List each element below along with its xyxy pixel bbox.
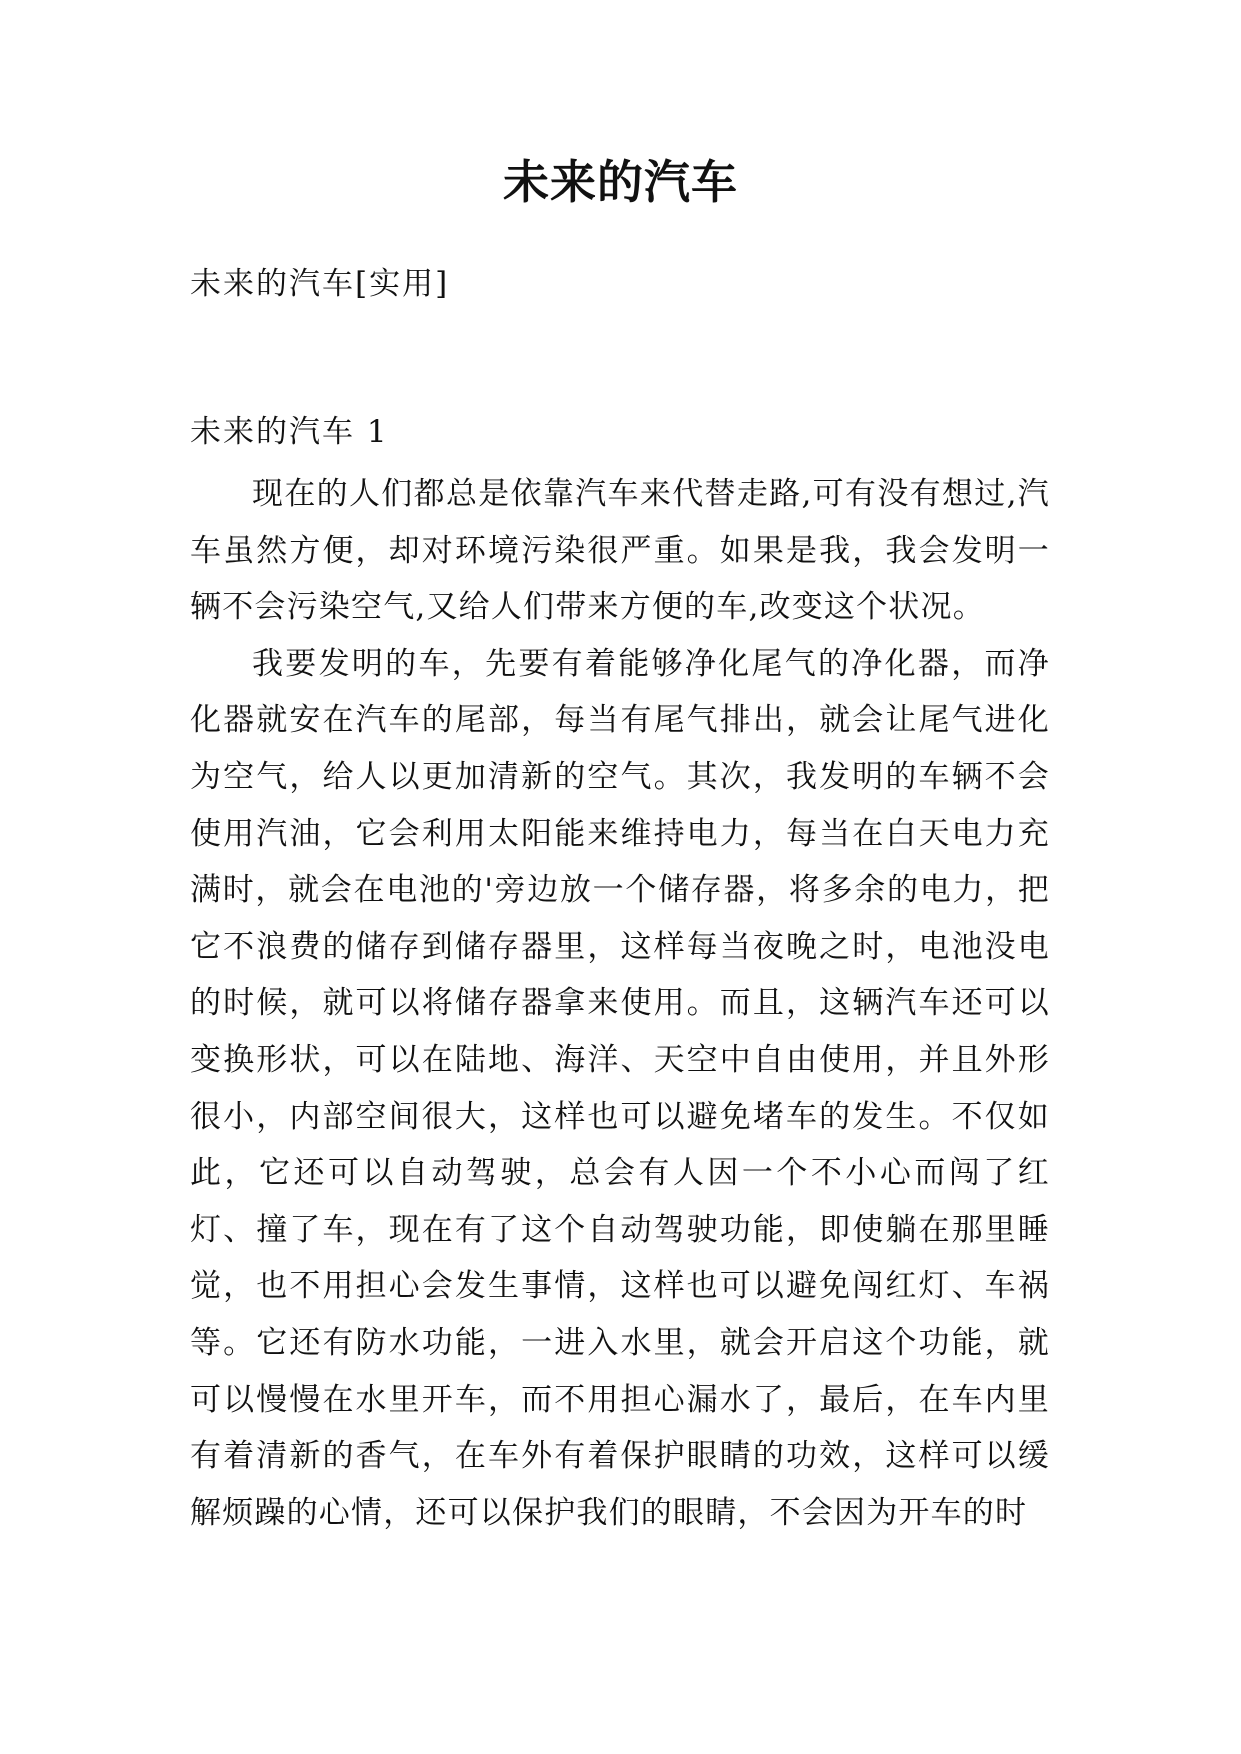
body-text: [190, 466, 1050, 1541]
document-title: 未来的汽车: [503, 155, 738, 209]
section-heading: 未来的汽车 1: [190, 414, 389, 450]
document-subtitle: 未来的汽车[实用]: [190, 266, 450, 302]
paragraph-1: 现在的人们都总是依靠汽车来代替走路,可有没有想过,汽车虽然方便，却对环境污染很严重。如果是我，我会发明一辆不会污染空气,又给人们带来方便的车,改变这个状况。: [190, 476, 1050, 626]
paragraph-2: 我要发明的车，先要有着能够净化尾气的净化器，而净化器就安在汽车的尾部，每当有尾气排出，就会让尾气进化为空气，给人以更加清新的空气。其次，我发明的车辆不会使用汽油，它会利用太阳能来维持电力，每当在白天电力充满时，就会在电池的'旁边放一个储存器，将多余的电力，把它不浪费的储存到储存器里，这样每当夜晚之时，电池没电的时候，就可以将储存器拿来使用。而且，这辆汽车还可以变换形状，可以在陆地、海洋、天空中自由使用，并且外形很小，内部空间很大，这样也可以避免堵车的发生。不仅如此，它还可以自动驾驶，总会有人因一个不小心而闯了红灯、撞了车，现在有了这个自动驾驶功能，即使躺在那里睡觉，也不用担心会发生事情，这样也可以避免闯红灯、车祸等。它还有防水功能，一进入水里，就会开启这个功能，就可以慢慢在水里开车，而不用担心漏水了，最后，在车内里有着清新的香气，在车外有着保护眼睛的功效，这样可以缓解烦躁的心情，还可以保护我们的眼睛，不会因为开车的时: [190, 645, 1050, 1531]
